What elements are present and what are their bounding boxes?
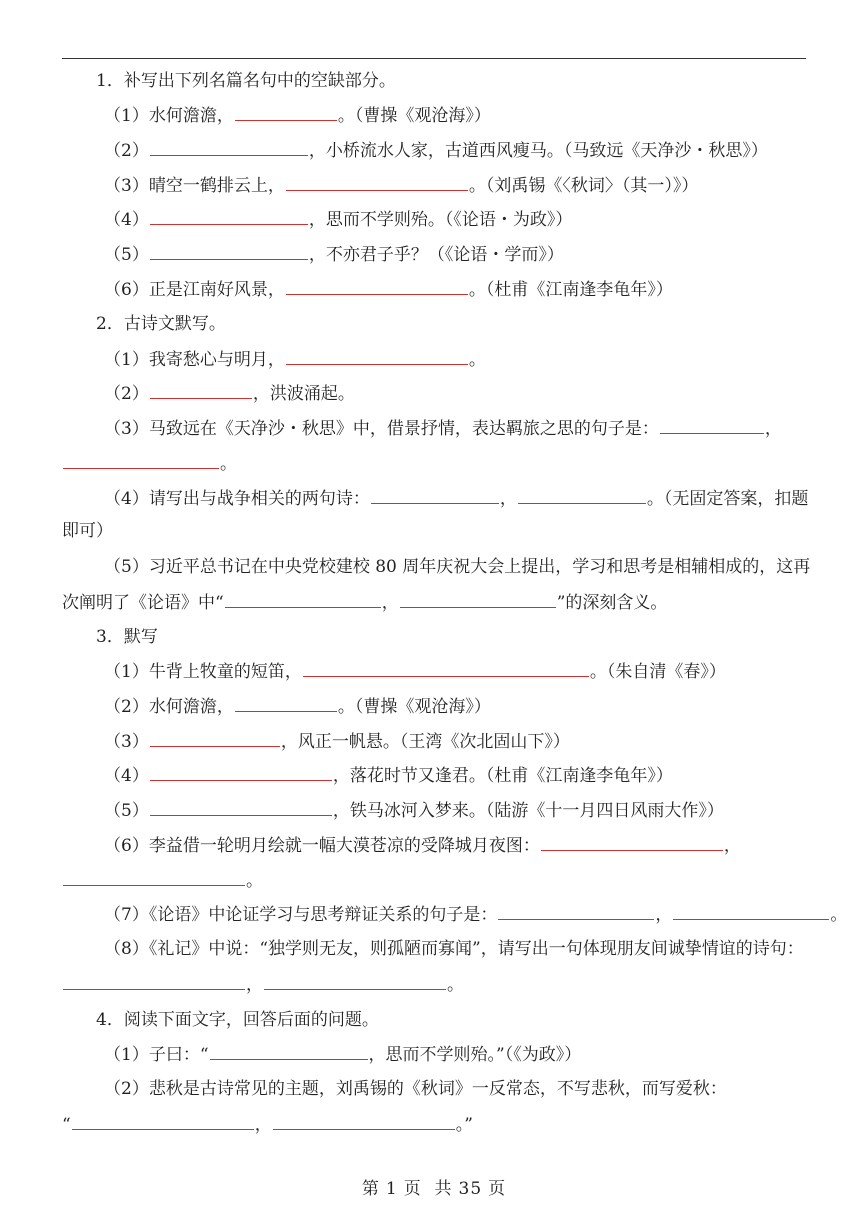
q1-item-3: （3）晴空一鹤排云上， 。（刘禹锡《〈秋词〉（其一）》） (104, 176, 699, 196)
blank[interactable] (286, 174, 468, 191)
blank[interactable] (264, 973, 446, 990)
q2-title: 2．古诗文默写。 (96, 314, 226, 334)
q3-item-4: （4） ，落花时节又逢君。（杜甫《江南逢李龟年》） (104, 766, 673, 786)
blank[interactable] (150, 382, 252, 399)
blank[interactable] (150, 243, 308, 260)
q1-item-1: （1）水何澹澹， 。（曹操《观沧海》） (104, 106, 491, 126)
blank[interactable] (673, 903, 829, 920)
blank[interactable] (225, 591, 381, 608)
blank[interactable] (150, 764, 332, 781)
q2-item-3: （3）马致远在《天净沙・秋思》中，借景抒情，表达羁旅之思的句子是： ， (104, 419, 782, 439)
blank[interactable] (235, 695, 337, 712)
page-footer (0, 1174, 868, 1199)
blank[interactable] (518, 487, 646, 504)
q3-item-8: （8）《礼记》中说：“独学则无友，则孤陋而寡闻”，请写出一句体现朋友间诚挚情谊的诗句： (104, 939, 804, 959)
q1-item-5: （5） ，不亦君子乎？（《论语・学而》） (104, 245, 564, 265)
blank[interactable] (400, 591, 556, 608)
q3-item-1: （1）牛背上牧童的短笛， 。（朱自清《春》） (104, 662, 726, 682)
q2-item-5: （5）习近平总书记在中央党校建校 80 周年庆祝大会上提出，学习和思考是相辅相成的，这再 (104, 557, 811, 577)
q2-item-3-cont: 。 (62, 452, 806, 475)
header-rule (62, 58, 806, 59)
q3-item-6-cont: 。 (62, 869, 806, 892)
footer-label-gong: 共 (434, 1179, 453, 1199)
q2-item-5-cont: 次阐明了《论语》中“ ， ”的深刻含义。 (62, 593, 668, 613)
total-pages: 35 (458, 1179, 483, 1199)
blank[interactable] (286, 278, 468, 295)
page-number: 1 (385, 1179, 398, 1199)
q3-item-6: （6）李益借一轮明月绘就一幅大漠苍凉的受降城月夜图： ， (104, 836, 741, 856)
blank[interactable] (150, 799, 332, 816)
blank[interactable] (660, 417, 764, 434)
q4-item-2: （2）悲秋是古诗常见的主题，刘禹锡的《秋词》一反常态，不写悲秋，而写爱秋： (104, 1079, 727, 1099)
q1-item-2: （2） ，小桥流水人家，古道西风瘦马。（马致远《天净沙・秋思》） (104, 141, 768, 161)
q4-item-2-cont: “ ， 。” (62, 1115, 473, 1135)
blank[interactable] (541, 834, 723, 851)
q2-item-1: （1）我寄愁心与明月， 。 (104, 350, 486, 370)
blank[interactable] (150, 208, 308, 225)
q3-item-5: （5） ，铁马冰河入梦来。（陆游《十一月四日风雨大作》） (104, 801, 724, 821)
blank[interactable] (273, 1113, 455, 1130)
blank[interactable] (210, 1043, 368, 1060)
blank[interactable] (63, 452, 219, 469)
blank[interactable] (63, 973, 245, 990)
q3-item-2: （2）水何澹澹， 。（曹操《观沧海》） (104, 697, 491, 717)
q2-item-2: （2） ，洪波涌起。 (104, 384, 355, 404)
q3-item-8-cont: ， 。 (62, 973, 806, 996)
blank[interactable] (498, 903, 654, 920)
footer-label-ye-2: 页 (488, 1179, 507, 1199)
q3-item-7: （7）《论语》中论证学习与思考辩证关系的句子是： ， 。 (104, 905, 848, 925)
q3-title: 3．默写 (96, 627, 158, 647)
q2-item-4: （4）请写出与战争相关的两句诗： ， 。（无固定答案，扣题 (104, 489, 809, 509)
q3-item-3: （3） ，风正一帆悬。（王湾《次北固山下》） (104, 732, 570, 752)
blank[interactable] (235, 104, 337, 121)
blank[interactable] (150, 139, 308, 156)
blank[interactable] (371, 487, 499, 504)
blank[interactable] (286, 348, 468, 365)
q2-item-4-cont: 即可） (62, 521, 113, 541)
q1-item-4: （4） ，思而不学则殆。（《论语・为政》） (104, 210, 573, 230)
blank[interactable] (150, 730, 280, 747)
blank[interactable] (72, 1113, 254, 1130)
blank[interactable] (63, 869, 245, 886)
q1-item-6: （6）正是江南好风景， 。（杜甫《江南逢李龟年》） (104, 280, 673, 300)
footer-label-ye: 页 (403, 1179, 422, 1199)
q1-title: 1．补写出下列名篇名句中的空缺部分。 (96, 71, 396, 91)
q4-title: 4．阅读下面文字，回答后面的问题。 (96, 1010, 379, 1030)
blank[interactable] (303, 660, 589, 677)
footer-label-di: 第 (361, 1179, 380, 1199)
q4-item-1: （1）子曰：“ ，思而不学则殆。”（《为政》） (104, 1045, 582, 1065)
